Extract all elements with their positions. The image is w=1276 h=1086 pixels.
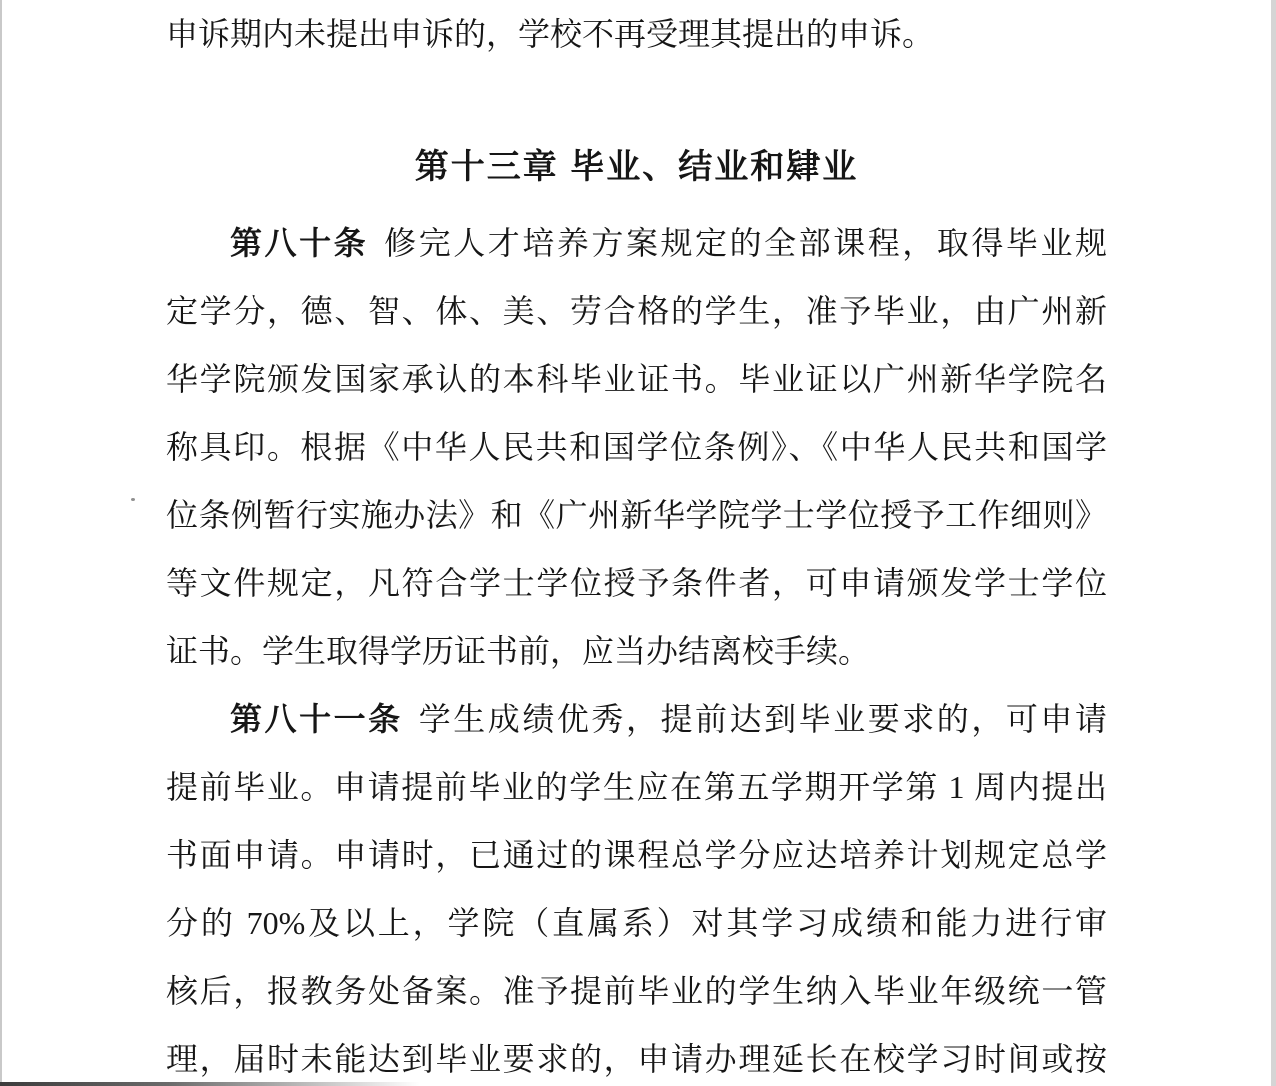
article-81-line-1 <box>166 685 1107 753</box>
text-block <box>166 0 1107 1086</box>
article-81-line-3: 书面申请。申请时，已通过的课程总学分应达培养计划规定总学 <box>166 837 1107 873</box>
article-81-line-2: 提前毕业。申请提前毕业的学生应在第五学期开学第 1 周内提出 <box>166 769 1107 805</box>
paragraph-continuation-line: 申诉期内未提出申诉的，学校不再受理其提出的申诉。 <box>166 16 935 52</box>
article-80-line-3: 华学院颁发国家承认的本科毕业证书。毕业证以广州新华学院名 <box>166 361 1107 397</box>
article-81-line-6: 理，届时未能达到毕业要求的，申请办理延长在校学习时间或按 <box>166 1041 1107 1077</box>
article-80-line-2: 定学分，德、智、体、美、劳合格的学生，准予毕业，由广州新 <box>166 293 1107 329</box>
scan-edge-left <box>0 0 2 1086</box>
vertical-gap <box>166 68 1107 133</box>
article-80-line-5: 位条例暂行实施办法》和《广州新华学院学士学位授予工作细则》 <box>166 497 1107 533</box>
article-80-line-4: 称具印。根据《中华人民共和国学位条例》、《中华人民共和国学 <box>166 429 1107 465</box>
chapter-heading: 第十三章 毕业、结业和肄业 <box>414 148 859 186</box>
article-80-opening-text: 修完人才培养方案规定的全部课程，取得毕业规 <box>384 225 1107 261</box>
article-81-line-5: 核后，报教务处备案。准予提前毕业的学生纳入毕业年级统一管 <box>166 973 1107 1009</box>
article-81-opening-text: 学生成绩优秀，提前达到毕业要求的，可申请 <box>418 701 1107 737</box>
scan-speckle <box>131 498 135 501</box>
article-81-line-4: 分的 70%及以上，学院（直属系）对其学习成绩和能力进行审 <box>166 905 1107 941</box>
article-80-line-1 <box>166 209 1107 277</box>
article-81-number: 第八十一条 <box>230 701 403 737</box>
scan-edge-right <box>1271 0 1276 1086</box>
article-81-paragraph <box>166 685 1107 1086</box>
article-80-line-6: 等文件规定，凡符合学士学位授予条件者，可申请颁发学士学位 <box>166 565 1107 601</box>
article-80-closing-line: 证书。学生取得学历证书前，应当办结离校手续。 <box>166 633 871 669</box>
article-80-paragraph <box>166 209 1107 685</box>
article-80-number: 第八十条 <box>230 225 369 261</box>
